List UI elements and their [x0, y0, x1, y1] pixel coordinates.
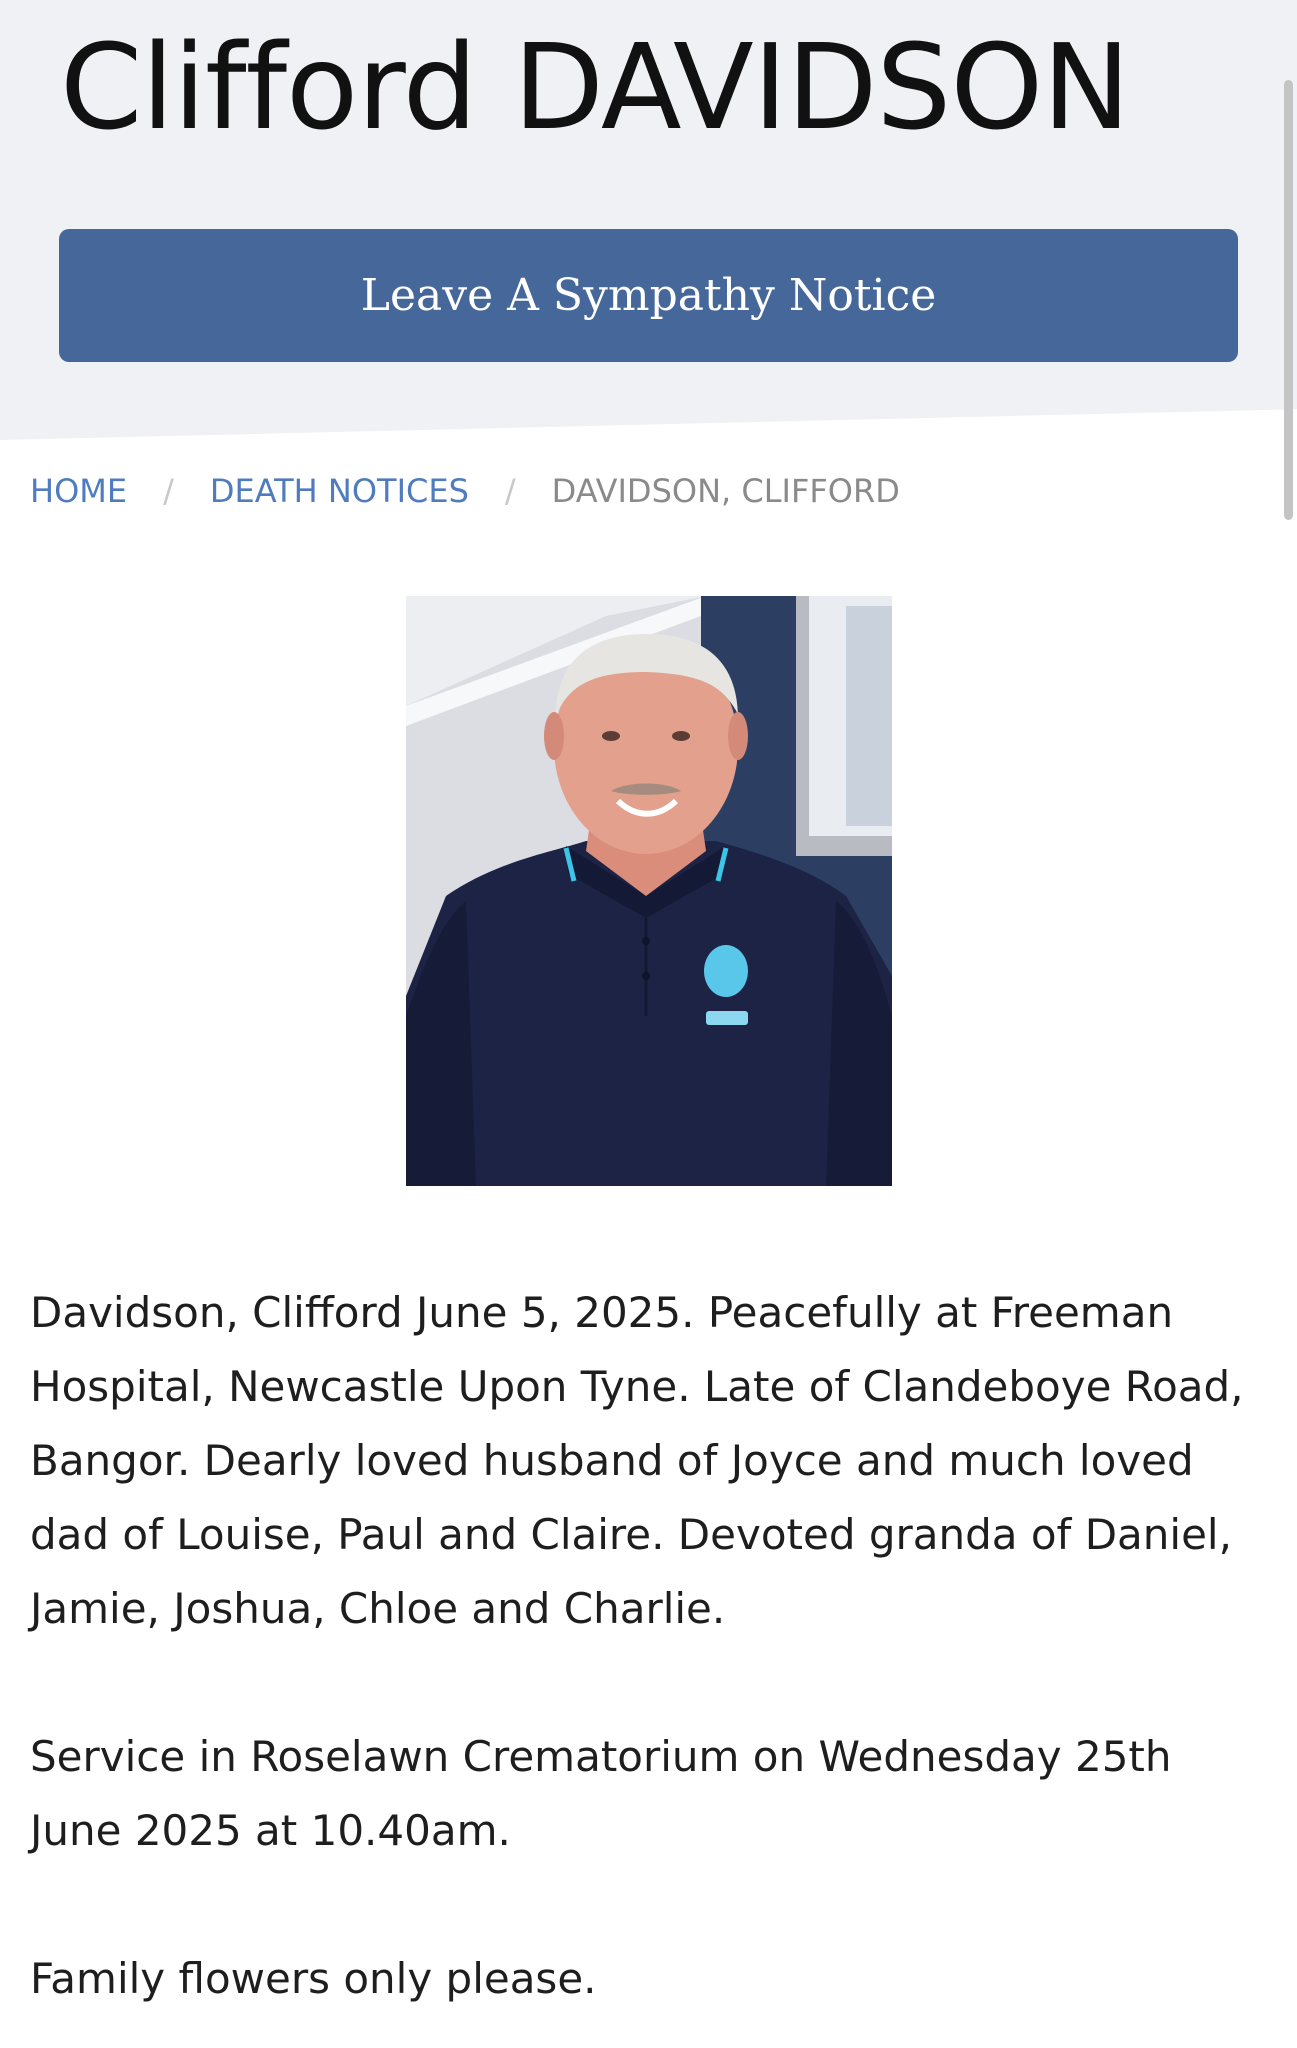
notice-paragraph: Service in Roselawn Crematorium on Wednesday 25th June 2025 at 10.40am. — [30, 1732, 1172, 1855]
breadcrumb-separator: / — [504, 472, 516, 510]
scrollbar[interactable] — [1284, 80, 1293, 520]
breadcrumb-home-link[interactable]: HOME — [30, 472, 128, 510]
breadcrumb-current: DAVIDSON, CLIFFORD — [551, 472, 900, 510]
notice-body — [30, 1276, 1270, 2048]
page-title: Clifford DAVIDSON — [60, 18, 1130, 156]
breadcrumb-death-notices-link[interactable]: DEATH NOTICES — [209, 472, 469, 510]
leave-sympathy-notice-button[interactable]: Leave A Sympathy Notice — [59, 229, 1238, 362]
notice-paragraph: Family flowers only please. — [30, 1954, 597, 2003]
notice-paragraph: Davidson, Clifford June 5, 2025. Peacefully at Freeman Hospital, Newcastle Upon Tyne. Late of Clandeboye Road, Bangor. Dearly loved husband of Joyce and much loved dad of Louise, Paul and Claire. Devoted granda of Daniel, Jamie, Joshua, Chloe and Charlie. — [30, 1288, 1244, 1633]
portrait-photo — [406, 596, 892, 1186]
breadcrumb — [30, 472, 900, 510]
breadcrumb-separator: / — [163, 472, 174, 510]
